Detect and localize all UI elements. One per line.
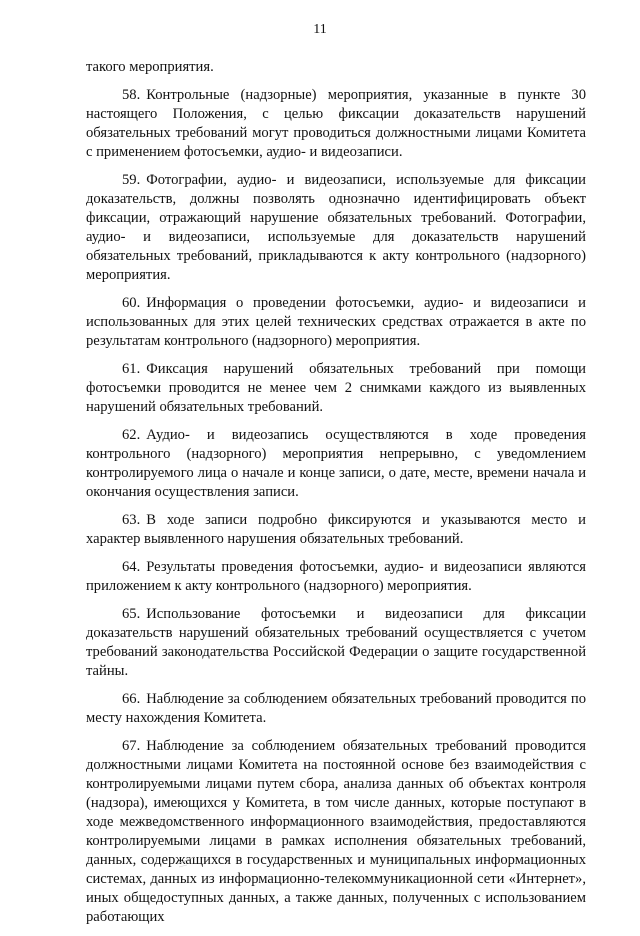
paragraph-text: Использование фотосъемки и видеозаписи для фиксации доказательств нарушений обязательных требований осуществляется с учетом требований законодательства Российской Федерации о защите государственной тайны. bbox=[86, 606, 586, 679]
paragraph-number: 65. bbox=[122, 606, 141, 622]
paragraph-text: Фиксация нарушений обязательных требований при помощи фотосъемки проводится не менее чем 2 снимками каждого из выявленных нарушений обязательных требований. bbox=[86, 361, 586, 415]
paragraph-number: 64. bbox=[122, 559, 141, 575]
scan-mark-icon bbox=[175, 852, 197, 870]
paragraph-66 bbox=[86, 690, 586, 728]
paragraph-62 bbox=[86, 426, 586, 502]
paragraph-text: Фотографии, аудио- и видеозаписи, используемые для фиксации доказательств, должны позволять однозначно идентифицировать объект фиксации, отражающий нарушение обязательных требований. Фотографии, аудио- и видеозаписи, используемые для доказательств нарушений обязательных требований, прикладываются к акту контрольного (надзорного) мероприятия. bbox=[86, 172, 586, 283]
document-body bbox=[86, 58, 586, 936]
paragraph-61 bbox=[86, 360, 586, 417]
paragraph-text: Контрольные (надзорные) мероприятия, указанные в пункте 30 настоящего Положения, с целью фиксации доказательств нарушений обязательных требований могут проводиться должностными лицами Комитета с применением фотосъемки, аудио- и видеозаписи. bbox=[86, 87, 586, 160]
paragraph-text: Наблюдение за соблюдением обязательных требований проводится по месту нахождения Комитета. bbox=[86, 691, 586, 726]
paragraph-60 bbox=[86, 294, 586, 351]
paragraph-number: 66. bbox=[122, 691, 141, 707]
paragraph-number: 63. bbox=[122, 512, 141, 528]
paragraph-text: В ходе записи подробно фиксируются и указываются место и характер выявленного нарушения обязательных требований. bbox=[86, 512, 586, 547]
paragraph-number: 58. bbox=[122, 87, 141, 103]
paragraph-number: 61. bbox=[122, 361, 141, 377]
paragraph-58 bbox=[86, 86, 586, 162]
paragraph-65 bbox=[86, 605, 586, 681]
page-number: 11 bbox=[313, 22, 327, 37]
paragraph-59 bbox=[86, 171, 586, 285]
paragraph-number: 62. bbox=[122, 427, 141, 443]
paragraph-text: Наблюдение за соблюдением обязательных требований проводится должностными лицами Комитета на постоянной основе без взаимодействия с контролируемыми лицами путем сбора, анализа данных об объектах контроля (надзора), имеющихся у Комитета, в том числе данных, которые поступают в ходе межведомственного информационного взаимодействия, предоставляются контролируемыми лицами в рамках исполнения обязательных требований, данных, содержащихся в государственных и муниципальных информационных системах, данных из информационно-телекоммуникационной сети «Интернет», иных общедоступных данных, а также данных, полученных с использованием работающих bbox=[86, 738, 586, 925]
paragraph-text: Информация о проведении фотосъемки, аудио- и видеозаписи и использованных для этих целей технических средствах отражается в акте по результатам контрольного (надзорного) мероприятия. bbox=[86, 295, 586, 349]
paragraph-text: Аудио- и видеозапись осуществляются в ходе проведения контрольного (надзорного) мероприятия непрерывно, с уведомлением контролируемого лица о начале и конце записи, о дате, месте, времени начала и окончания осуществления записи. bbox=[86, 427, 586, 500]
paragraph-continuation bbox=[86, 58, 586, 77]
paragraph-text: Результаты проведения фотосъемки, аудио- и видеозаписи являются приложением к акту контрольного (надзорного) мероприятия. bbox=[86, 559, 586, 594]
paragraph-64 bbox=[86, 558, 586, 596]
paragraph-63 bbox=[86, 511, 586, 549]
paragraph-67 bbox=[86, 737, 586, 927]
paragraph-number: 59. bbox=[122, 172, 141, 188]
paragraph-text: такого мероприятия. bbox=[86, 59, 214, 75]
paragraph-number: 60. bbox=[122, 295, 141, 311]
paragraph-number: 67. bbox=[122, 738, 141, 754]
